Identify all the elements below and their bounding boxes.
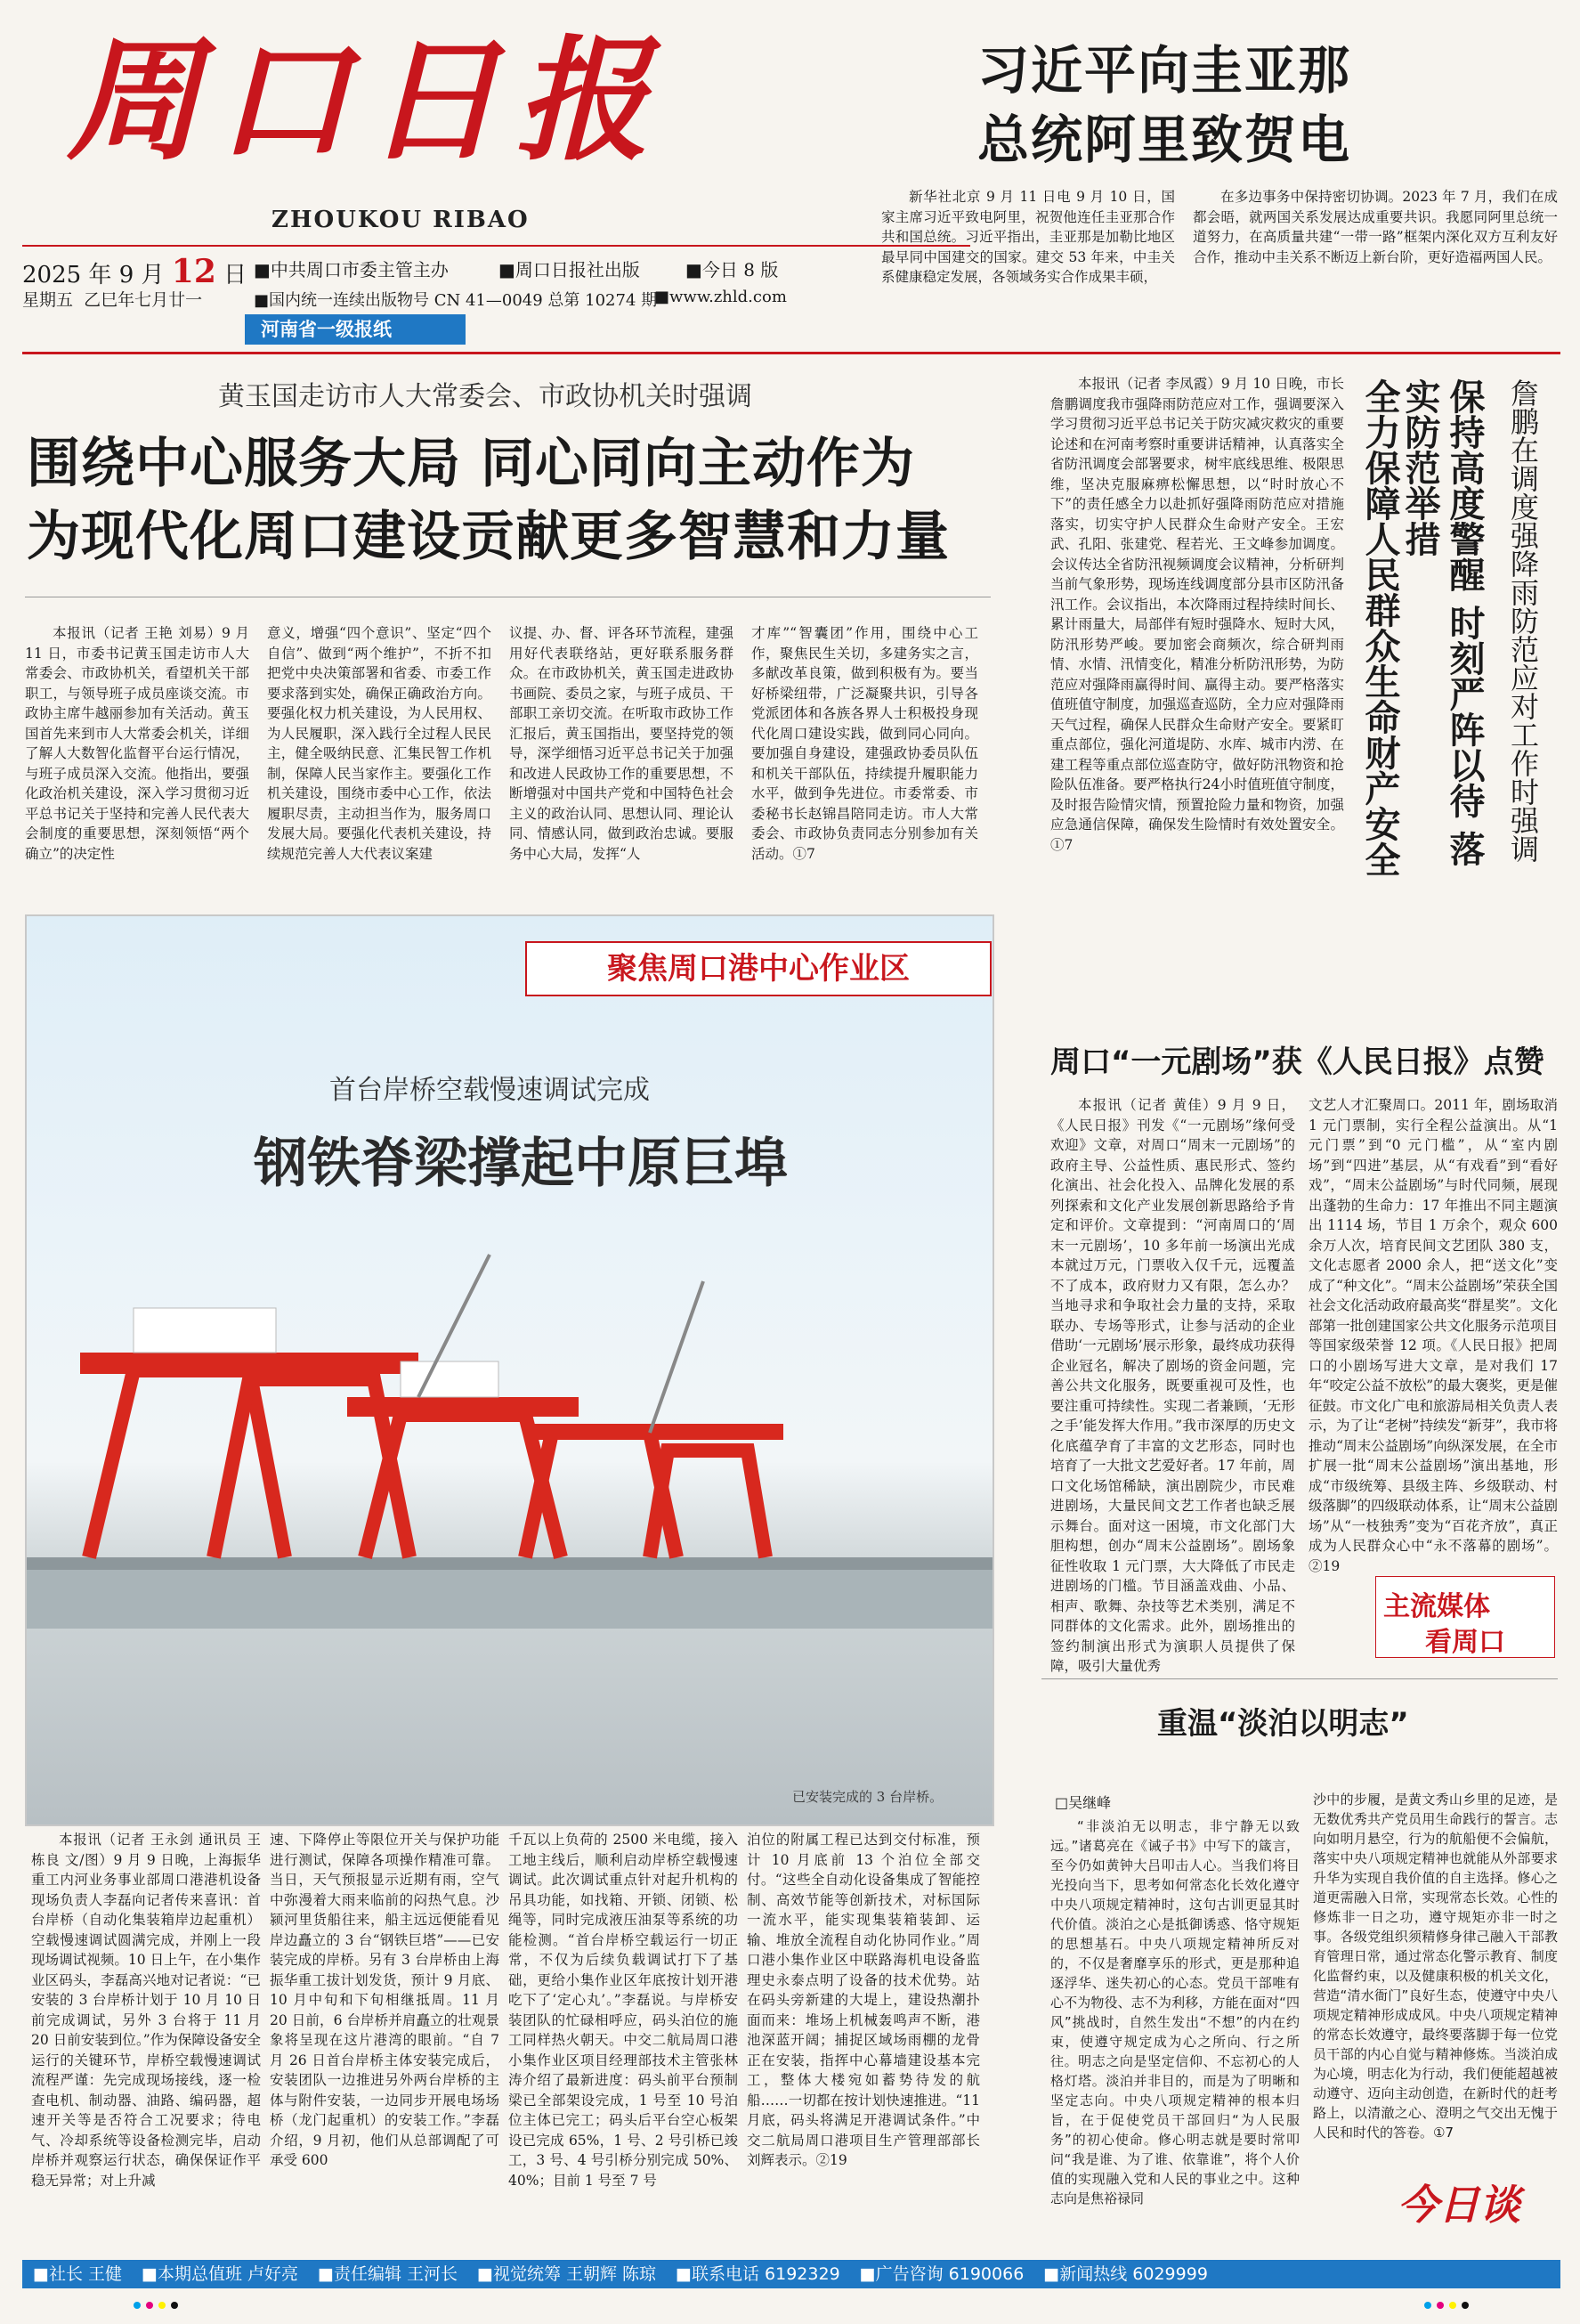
- right-story-headline1: 保持高度警醒 时刻严阵以待 落实防范举措: [1399, 378, 1485, 866]
- pages-info: ■今日 8 版: [685, 259, 779, 280]
- feature-col2: 速、下降停止等限位开关与保护功能进行测试，保障各项操作精准可靠。当日，天气预报显示近期有雨，空气中弥漫着大雨来临前的闷热气息。沙颍河里货船往来，船主远远便能看见岸边矗立的 3 台“钢铁巨塔”——已安装完成的岸桥。另有 3 台岸桥由上海振华重工拔计划发货，预计 9 月底、10 月中旬和下旬相继抵周。11 月 20 日前，6 台岸桥并肩矗立的壮观景象将呈现在这片港湾的眼前。“自 7 月 26 日首台岸桥主体安装完成后，安装团队一边推进另外两台岸桥的主体与附件安装，一边同步开展电场场桥（龙门起重机）的安装工作。”李磊介绍，9 月初，他们从总部调配了可承受 600: [270, 1832, 499, 2168]
- footer-color-dots-right: [1424, 2302, 1469, 2309]
- footer-duty-editor: ■本期总值班 卢好亮: [142, 2264, 298, 2284]
- feature-title: 钢铁脊梁撑起中原巨埠: [254, 1133, 788, 1195]
- masthead-pinyin: ZHOUKOU RIBAO: [271, 207, 530, 233]
- feature-col1: 本报讯（记者 王永剑 通讯员 王栋良 文/图）9 月 9 日晚，上海振华重工内河业务事业部周口港港机设备现场负责人李磊向记者传来喜讯：首台岸桥（自动化集装箱岸边起重机）空载慢速调试圆满完成，并刚上一段现场调试视频。10 日上午，在小集作业区码头，李磊高兴地对记者说：“已安装的 3 台岸桥计划于 10 月 10 日前完成调试，另外 3 台将于 11 月 20 日前安装到位。”作为保障设备安全运行的关键环节，岸桥空载慢速调试流程严谨：先完成现场接线，逐一检查电机、制动器、油路、编码器，超速开关等是否符合工况要求；待电气、冷却系统等设备检测完毕，启动岸桥并观察运行状态，确保保证作平稳无异常；对上升减: [31, 1832, 261, 2189]
- lead-kicker: 黄玉国走访市人大常委会、市政协机关时强调: [218, 381, 752, 412]
- date-day: 12: [171, 253, 216, 290]
- footer-hotline: ■新闻热线 6029999: [1043, 2264, 1208, 2284]
- cn-number: ■国内统一连续出版物号 CN 41—0049 总第 10274 期: [254, 291, 658, 310]
- masthead-divider: [22, 245, 970, 247]
- commentary-rule: [1041, 1678, 1558, 1679]
- promo-line2: 看周口: [1425, 1627, 1505, 1658]
- dateline: [22, 253, 247, 290]
- commentary-byline: □吴继峰: [1055, 1794, 1112, 1811]
- footer-color-dots: [134, 2302, 178, 2309]
- top-story-headline: 习近平向圭亚那 总统阿里致贺电: [977, 40, 1352, 170]
- side-story-headline: 周口“一元剧场”获《人民日报》点赞: [1050, 1044, 1544, 1080]
- publisher-info: ■周口日报社出版: [498, 259, 640, 280]
- jinritan-logo: 今日谈: [1398, 2181, 1520, 2229]
- footer-president: ■社长 王健: [33, 2264, 122, 2284]
- right-story-kicker: 詹鹏在调度强降雨防范应对工作时强调: [1506, 378, 1540, 863]
- feature-tag: 聚焦周口港中心作业区: [525, 941, 992, 996]
- side-story-col1: 本报讯（记者 黄佳）9 月 9 日，《人民日报》刊发《“一元剧场”缘何受欢迎》文章，对周口“周末一元剧场”的政府主导、公益性质、惠民形式、签约化演出、社会化投入、品牌化发展的系列探索和文化产业发展创新思路给予肯定和评价。文章提到：“河南周口的‘周末一元剧场’，10 多年前一场演出光成本就过万元，门票收入仅千元，远覆盖不了成本，政府财力又有限，怎么办？当地寻求和争取社会力量的支持，采取联办、专场等形式，让参与活动的企业借助‘一元剧场’展示形象，最终成功获得企业冠名，解决了剧场的资金问题，完善公共文化服务，既要重视可及性，也要注重可持续性。实现二者兼顾，‘无形之手’能发挥大作用。”我市深厚的历史文化底蕴孕育了丰富的文艺形态，同时也培育了一大批文艺爱好者。17 年前，周口文化场馆稀缺，演出剧院少，市民难进剧场，大量民间文艺工作者也缺乏展示舞台。面对这一困境，市文化部门大胆构想，创办“周末公益剧场”。剧场象征性收取 1 元门票，大大降低了市民走进剧场的门槛。节目涵盖戏曲、小品、相声、歌舞、杂技等艺术类别，满足不同群体的文化需求。此外，剧场推出的签约制演出形式为演职人员提供了保障，吸引大量优秀: [1050, 1097, 1295, 1674]
- website: ■www.zhld.com: [654, 288, 787, 306]
- feature-col4: 泊位的附属工程已达到交付标准，预计 10 月底前 13 个泊位全部交付。“这些全自动化设备集成了智能控制、高效节能等创新技术，对标国际一流水平，能实现集装箱装卸、运输、堆放全流程自动化协同作业。”周口港小集作业区中联路海机电设备监理史永泰点明了设备的技术优势。站在码头旁新建的大堤上，建设热潮扑面而来：堆场上机械轰鸣声不断，港池深蓝开阔；捕捉区域场雨棚的龙骨正在安装，指挥中心幕墙建设基本完工，整体大楼宛如蓄势待发的航船……一切都在按计划快速推进。“11 月底，码头将满足开港调试条件。”中交二航局周口港项目生产管理部部长刘辉表示。②19: [747, 1832, 980, 2168]
- feature-caption: 已安装完成的 3 台岸桥。: [792, 1789, 944, 1805]
- feature-deco: [365, 1062, 374, 1071]
- right-story-headline2: 全力保障人民群众生命财产安全: [1359, 378, 1400, 877]
- right-story-body: 本报讯（记者 李凤霞）9 月 10 日晚，市长詹鹏调度我市强降雨防范应对工作，强调要深入学习贯彻习近平总书记关于防灾减灾救灾的重要论述和在河南考察时重要讲话精神，认真落实全省防汛调度会部署要求，树牢底线思维、极限思维，坚决克服麻痹松懈思想，以“时时放心不下”的责任感全力以赴抓好强降雨防范应对措施落实，切实守护人民群众生命财产安全。王宏武、孔阳、张建党、程若光、王文峰参加调度。会议传达全省防汛视频调度会议精神，分析研判当前气象形势，现场连线调度部分县市区防汛备汛工作。会议指出，本次降雨过程持续时间长、累计雨量大，局部伴有短时强降水、短时大风，防汛形势严峻。要加密会商频次，综合研判雨情、水情、汛情变化，精准分析防汛形势，为防范应对强降雨赢得时间、赢得主动。要严格落实值班值守制度，加强巡查巡防，全力应对强降雨天气过程，确保人民群众生命财产安全。要紧盯重点部位，强化河道堤防、水库、城市内涝、在建工程等重点部位巡查防守，做好防汛物资和抢险队伍准备。要严格执行24小时值班值守制度，及时报告险情灾情，预置抢险力量和物资，加强应急通信保障，确保发生险情时有效处置安全。①7: [1050, 376, 1344, 853]
- footer-ads: ■广告咨询 6190066: [859, 2264, 1025, 2284]
- commentary-col1: “非淡泊无以明志，非宁静无以致远。”诸葛亮在《诫子书》中写下的箴言，至今仍如黄钟大吕叩击人心。当我们将目光投向当下，思考如何常态化长效化遵守中央八项规定精神时，这句古训更显其时代价值。淡泊之心是抵御诱惑、恪守规矩的思想基石。中央八项规定精神所反对的，不仅是奢靡享乐的形式，更是那种追逐浮华、迷失初心的心态。党员干部唯有心不为物役、志不为利移，方能在面对“四风”挑战时，自然生发出“不想”的内在约束，使遵守规定成为心之所向、行之所往。明志之向是坚定信仰、不忘初心的人格灯塔。淡泊并非目的，而是为了明晰和坚定志向。中央八项规定精神的根本归旨，在于促使党员干部回归“为人民服务”的初心使命。修心明志就是要时常叩问“我是谁、为了谁、依靠谁”，将个人价值的实现融入党和人民的事业之中。这种志向是焦裕禄同: [1050, 1818, 1300, 2206]
- footer-editor: ■责任编辑 王河长: [318, 2264, 458, 2284]
- weekday-line: [22, 287, 202, 311]
- commentary-col2: 沙中的步履，是黄文秀山乡里的足迹，是无数优秀共产党员用生命践行的誓言。志向如明月悬空，行为的航船便不会偏航，落实中央八项规定精神也就能从外部要求升华为实现自我价值的自主选择。修心之道更需融入日常，实现常态长效。心性的修炼非一日之功，遵守规矩亦非一时之事。各级党组织须精修身律己融入干部教育管理日常，通过常态化警示教育、制度化监督约束，以及健康积极的机关文化，营造“清水衙门”良好生态，使遵守中央八项规定精神形成成风。中央八项规定精神的常态长效遵守，最终要落脚于每一位党员干部的内心自觉与精神修炼。当淡泊成为心境，明志化为行动，我们便能超越被动遵守、迈向主动创造，在新时代的赶考路上，以清澈之心、澄明之气交出无愧于人民和时代的答卷。①7: [1313, 1792, 1558, 2141]
- crane-illustration: [27, 1255, 993, 1629]
- masthead-logo: 周口日报: [67, 22, 666, 179]
- commentary-headline: 重温“淡泊以明志”: [1157, 1706, 1409, 1742]
- footer-phone: ■联系电话 6192329: [676, 2264, 840, 2284]
- promo-line1: 主流媒体: [1383, 1591, 1490, 1622]
- feature-photo: [25, 914, 994, 1826]
- sponsor-info: ■中共周口市委主管主办: [254, 259, 449, 280]
- lead-col3: 议提、办、督、评各环节流程，建强用好代表联络站，更好联系服务群众。在市政协机关，黄玉国走进政协书画院、委员之家，与班子成员、干部职工亲切交流。在听取市政协工作汇报后，黄玉国指出，要坚持党的领导，深学细悟习近平总书记关于加强和改进人民政协工作的重要思想，不断增强对中国共产党和中国特色社会主义的政治认同、思想认同、理论认同、情感认同，做到政治忠诚。要服务中心大局，发挥“人: [509, 625, 733, 862]
- feature-col3: 千瓦以上负荷的 2500 米电缆，接入工地主线后，顺利启动岸桥空载慢速调试。此次调试重点针对起升机构的吊具功能，如找箱、开锁、闭锁、松绳等，同时完成液压油泵等系统的功能检测。“首台岸桥空载运行一切正常，不仅为后续负载调试打下了基础，更给小集作业区年底按计划开港吃下了‘定心丸’。”李磊说。与岸桥安装团队的忙碌相呼应，码头泊位的施工同样热火朝天。中交二航局周口港小集作业区项目经理部技术主管张林涛介绍了最新进度：码头前平台预制梁已全部架设完成，1 号至 10 号泊位主体已完工；码头后平台空心板架设已完成 65%，1 号、2 号引桥已竣工，3 号、4 号引桥分别完成 50%、40%；目前 1 号至 7 号: [508, 1832, 738, 2189]
- side-story-col2: 文艺人才汇聚周口。2011 年，剧场取消 1 元门票制，实行全程公益演出。从“1 元门票”到“0 元门槛”，从“室内剧场”到“四进”基层，从“有戏看”到“看好戏”，“周末公益剧场”与时代同频，展现出蓬勃的生命力：17 年推出不同主题演出 1114 场，节目 1 万余个，观众 600 余万人次，培育民间文艺团队 380 支，文化志愿者 2000 余人，把“送文化”变成了“种文化”。“周末公益剧场”荣获全国社会文化活动政府最高奖“群星奖”。文化部第一批创建国家公共文化服务示范项目等国家级荣誉 12 项。《人民日报》把周口的小剧场写进大文章，是对我们 17 年“咬定公益不放松”的最大褒奖，更是催征鼓。市文化广电和旅游局相关负责人表示，为了让“老树”持续发“新芽”，我市将推动“周末公益剧场”向纵深发展，在全市扩展一批“周末公益剧场”演出基地，形成“市级统筹、县级主阵、乡级联动、村级落脚”的四级联动体系，让“周末公益剧场”从“一枝独秀”变为“百花齐放”，真正成为人民群众心中“永不落幕的剧场”。②19: [1309, 1097, 1558, 1574]
- top-story-col2: 在多边事务中保持密切协调。2023 年 7 月，我们在成都会晤，就两国关系发展达成重要共识。我愿同阿里总统一道努力，在高质量共建“一带一路”框架内深化双方互利友好合作，推动中圭关系不断迈上新台阶，更好造福两国人民。: [1193, 189, 1558, 265]
- lead-col4: 才库”“智囊团”作用，围绕中心工作，聚焦民生关切，多建务实之言，多献改革良策，做到积极有为。要当好桥梁纽带，广泛凝聚共识，引导各党派团体和各族各界人士积极投身现代化周口建设实践，做到同心同向。要加强自身建设，建强政协委员队伍和机关干部队伍，持续提升履职能力水平，做到争先进位。市委常委、市委秘书长赵锦昌陪同走访。市人大常委会、市政协负责同志分别参加有关活动。①7: [751, 625, 978, 862]
- lead-col2: 意义，增强“四个意识”、坚定“四个自信”、做到“两个维护”，不折不扣把党中央决策部署和省委、市委工作要求落到实处，确保正确政治方向。要强化权力机关建设，为人民用权、为人民履职，深入践行全过程人民民主，健全吸纳民意、汇集民智工作机制，保障人民当家作主。要强化工作机关建设，围绕市委中心工作，依法履职尽责，主动担当作为，服务周口发展大局。要强化代表机关建设，持续规范完善人大代表议案建: [267, 625, 491, 862]
- lunar-date: 乙巳年七月廿一: [84, 290, 203, 310]
- lead-headline: 围绕中心服务大局 同心同向主动作为 为现代化周口建设贡献更多智慧和力量: [27, 433, 950, 568]
- footer-visual: ■视觉统筹 王朝辉 陈琼: [477, 2264, 657, 2284]
- date-year: 2025 年 9 月: [22, 262, 165, 288]
- promo-badge: [1375, 1576, 1555, 1658]
- top-story-col1: 新华社北京 9 月 11 日电 9 月 10 日，国家主席习近平致电阿里，祝贺他连任圭亚那合作共和国总统。习近平指出，圭亚那是加勒比地区最早同中国建交的国家。建交 53 年来，中圭关系健康稳定发展，各领域务实合作成果丰硕，: [881, 189, 1175, 285]
- weekday: 星期五: [22, 290, 74, 310]
- feature-subtitle: 首台岸桥空载慢速调试完成: [329, 1075, 650, 1106]
- lead-col1: 本报讯（记者 王艳 刘易）9 月 11 日，市委书记黄玉国走访市人大常委会、市政协机关，看望机关干部职工，与领导班子成员座谈交流。市政协主席牛越丽参加有关活动。黄玉国首先来到市人大常委会机关，详细了解人大数智化监督平台运行情况，与班子成员深入交流。他指出，要强化政治机关建设，深入学习贯彻习近平总书记关于坚持和完善人民代表大会制度的重要思想，深刻领悟“两个确立”的决定性: [25, 625, 249, 862]
- provincial-banner: 河南省一级报纸: [245, 314, 466, 345]
- date-suffix: 日: [223, 262, 247, 288]
- header-rule: [22, 352, 1560, 354]
- footer-bar: [22, 2260, 1560, 2288]
